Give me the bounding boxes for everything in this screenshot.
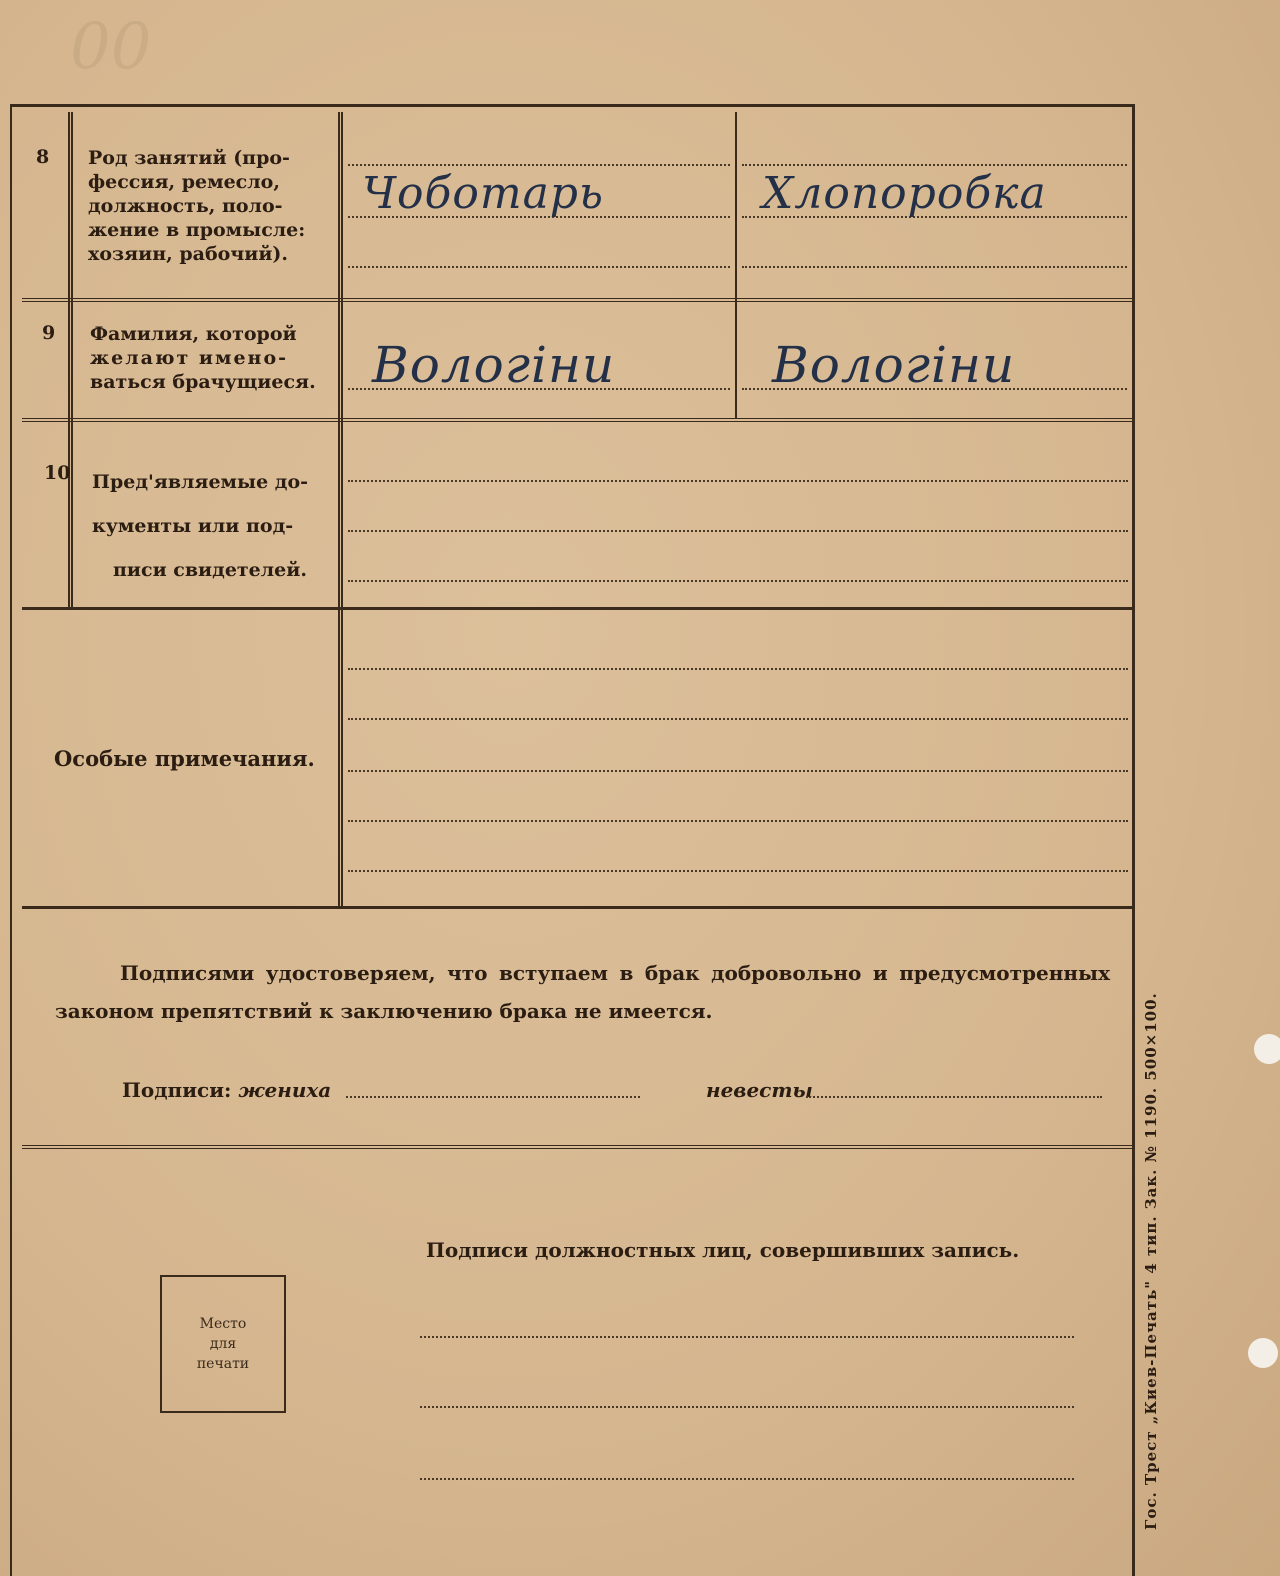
row-label-documents bbox=[92, 460, 328, 592]
row-number: 8 bbox=[36, 146, 50, 168]
officials-signatures-label: Подписи должностных лиц, совершивших запись. bbox=[426, 1238, 1020, 1262]
notes-line bbox=[348, 870, 1128, 872]
row10-line bbox=[348, 530, 1128, 532]
bride-surname-handwritten: Вологіни bbox=[772, 336, 1016, 394]
row-divider-10-notes bbox=[22, 607, 1134, 610]
printer-imprint: Гос. Трест „Киев-Печать" 4 тип. Зак. № 1190. 500×100. bbox=[1142, 992, 1160, 1530]
signatures-prefix: Подписи: bbox=[122, 1078, 232, 1102]
row8-bride-line bbox=[742, 164, 1127, 166]
declaration-divider bbox=[22, 1145, 1134, 1149]
groom-surname-handwritten: Вологіни bbox=[372, 336, 616, 394]
bride-signature-row bbox=[706, 1078, 813, 1102]
label-line: Фамилия, которой bbox=[90, 323, 297, 345]
notes-line bbox=[348, 770, 1128, 772]
bride-occupation-handwritten: Хлопоробка bbox=[762, 168, 1047, 219]
binder-hole bbox=[1248, 1338, 1278, 1368]
binder-hole bbox=[1254, 1034, 1280, 1064]
label-column-line bbox=[338, 112, 343, 907]
groom-signature-line bbox=[346, 1096, 640, 1098]
stamp-placeholder-box bbox=[160, 1275, 286, 1413]
label-line: желают имено- bbox=[90, 347, 289, 369]
row10-line bbox=[348, 580, 1128, 582]
row-divider-8-9 bbox=[22, 298, 1134, 302]
stamp-placeholder-text: Место для печати bbox=[196, 1316, 250, 1372]
label-line: Род занятий (про- bbox=[88, 147, 290, 169]
archive-pencil-mark: 00 bbox=[70, 10, 152, 84]
row-label-occupation bbox=[88, 146, 326, 266]
label-line: фессия, ремесло, bbox=[88, 171, 280, 193]
label-line: Пред'являемые до- bbox=[92, 471, 309, 493]
official-signature-line bbox=[420, 1406, 1074, 1408]
notes-line bbox=[348, 668, 1128, 670]
groom-signature-label: жениха bbox=[238, 1078, 332, 1102]
notes-line bbox=[348, 718, 1128, 720]
special-notes-label: Особые примечания. bbox=[54, 746, 315, 771]
bride-signature-label: невесты bbox=[706, 1078, 813, 1102]
label-line: писи свидетелей. bbox=[113, 559, 307, 581]
label-line: жение в промысле: bbox=[88, 219, 306, 241]
bride-signature-line bbox=[806, 1096, 1102, 1098]
declaration-text: Подписями удостоверяем, что вступаем в брак добровольно и предусмотренных законом препятствий к заключению брака не имеется. bbox=[55, 961, 1110, 1023]
row8-groom-line bbox=[348, 164, 730, 166]
label-line: должность, поло- bbox=[88, 195, 283, 217]
groom-bride-column-line bbox=[735, 112, 737, 418]
row8-groom-line bbox=[348, 266, 730, 268]
groom-occupation-handwritten: Чоботарь bbox=[362, 168, 604, 219]
row-number: 10 bbox=[44, 462, 71, 484]
number-column-line bbox=[68, 112, 73, 607]
label-line: кументы или под- bbox=[92, 515, 294, 537]
row-number: 9 bbox=[42, 322, 56, 344]
official-signature-line bbox=[420, 1336, 1074, 1338]
label-line: хозяин, рабочий). bbox=[88, 243, 289, 265]
official-signature-line bbox=[420, 1478, 1074, 1480]
row8-bride-line bbox=[742, 266, 1127, 268]
notes-divider bbox=[22, 906, 1134, 909]
row-divider-9-10 bbox=[22, 418, 1134, 422]
notes-line bbox=[348, 820, 1128, 822]
label-line: ваться брачущиеся. bbox=[90, 371, 316, 393]
signatures-row bbox=[122, 1078, 331, 1102]
row10-line bbox=[348, 480, 1128, 482]
row-label-surname bbox=[90, 322, 334, 394]
